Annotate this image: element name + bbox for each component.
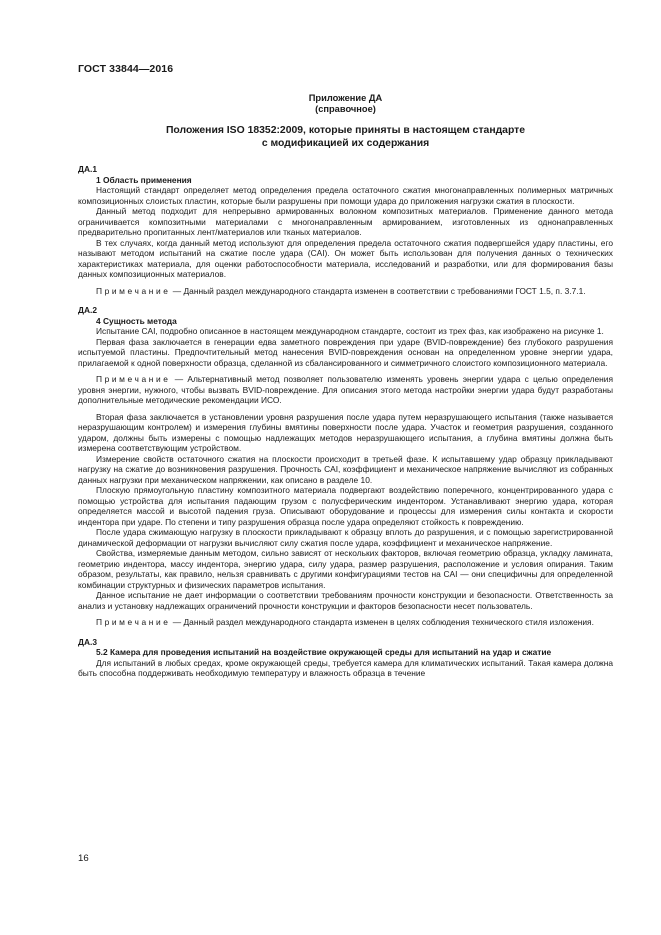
appendix-title: Приложение ДА bbox=[308, 93, 383, 103]
paragraph: Данный метод подходит для непрерывно армированных волокном композитных материалов. Применение данного метода ограничивается композитными материалами с многонаправленным армированием, изготовленных из однонаправленных предварительно пропитанных лент/материалов или тканых материалов. bbox=[78, 206, 613, 237]
section-id-da2: ДА.2 bbox=[78, 305, 97, 315]
paragraph: Для испытаний в любых средах, кроме окружающей среды, требуется камера для климатических испытаний. Такая камера должна быть способна поддерживать необходимую температуру и влажность образца в течение bbox=[78, 657, 613, 678]
note-text: — Данный раздел международного стандарта изменен в соответствии с требованиями ГОСТ 1.5, п. 3.7.1. bbox=[170, 285, 586, 296]
standard-code: ГОСТ 33844—2016 bbox=[78, 63, 174, 75]
note bbox=[78, 617, 613, 628]
note bbox=[78, 286, 613, 297]
section-heading-da1: 1 Область применения bbox=[96, 174, 192, 185]
paragraph: После удара сжимающую нагрузку в плоскости прикладывают к образцу вплоть до разрушения, и с помощью зарегистрированной динамической деформации от нагрузки вычисляют силу сжатия после удара, коэффициент и механическое напряжение. bbox=[78, 527, 613, 548]
note-text: — Данный раздел международного стандарта изменен в целях соблюдения технического стиля изложения. bbox=[170, 617, 594, 627]
section-heading-da3: 5.2 Камера для проведения испытаний на воздействие окружающей среды для испытаний на удар и сжатие bbox=[96, 647, 552, 657]
paragraph: В тех случаях, когда данный метод используют для определения предела остаточного сжатия подвергшейся удару пластины, его называют методом испытаний на сжатие после удара (CAI). Он может быть использован для получения данных о технических характеристиках материала, для оценки работоспособности материала, исследований и разработки, или для формирования базы данных композиционных материалов. bbox=[78, 237, 613, 279]
section-id-da3: ДА.3 bbox=[78, 636, 97, 647]
note bbox=[78, 374, 613, 406]
section-heading-da2: 4 Сущность метода bbox=[96, 315, 177, 326]
note-label: Примечание bbox=[96, 617, 171, 627]
document-title-line-1: Положения ISO 18352:2009, которые приняты в настоящем стандарте bbox=[165, 125, 526, 136]
paragraph: Испытание CAI, подробно описанное в настоящем международном стандарте, состоит из трех фаз, как изображено на рисунке 1. bbox=[96, 326, 604, 336]
paragraph: Вторая фаза заключается в установлении уровня разрушения после удара путем неразрушающего испытания (также называется неразрушающим контролем) и измерения глубины вмятины поверхности после удара. Участок и геометрия разрушения, созданного ударом, должны быть измерены с помощью надлежащих методов неразрушающего испытания, а глубина вмятины должна быть измерена соответствующим устройством. bbox=[78, 411, 613, 453]
page-number: 16 bbox=[78, 853, 89, 864]
document-title-line-2: с модификацией их содержания bbox=[261, 138, 430, 149]
note-text: — Альтернативный метод позволяет пользователю изменять уровень энергии удара с целью определения уровня энергии, нужного, чтобы вызвать BVID-повреждение. Для описания этого метода настройки энергии удара будут разработаны дополнительные методические рекомендации ИСО. bbox=[78, 374, 613, 405]
section-id-da1: ДА.1 bbox=[78, 164, 97, 174]
paragraph: Измерение свойств остаточного сжатия на плоскости происходит в третьей фазе. К испытавшему удар образцу прикладывают нагрузку на сжатие до возникновения разрушения. Прочность CAI, коэффициент и механическое напряжение вычисляют из собранных данных нагрузки при механическом напряжении, как описано в разделе 10. bbox=[78, 453, 613, 485]
paragraph: Свойства, измеряемые данным методом, сильно зависят от нескольких факторов, включая геометрию образца, укладку ламината, геометрию индентора, массу индентора, энергию удара, силу удара, размер разрушения, расположение и условия опирания. Таким образом, результаты, как правило, нельзя сравнивать с другими конфигурациями тестов на CAI — они специфичны для определенной комбинации структурных и физических параметров испытания. bbox=[78, 548, 613, 590]
paragraph: Данное испытание не дает информации о соответствии требованиям прочности конструкции и безопасности. Ответственность за анализ и установку надлежащих ограничений прочности конструкции и факторов безопасности несет пользователь. bbox=[78, 590, 613, 611]
note-label: Примечание bbox=[96, 374, 171, 384]
paragraph: Настоящий стандарт определяет метод определения предела остаточного сжатия многонаправленных полимерных матричных композиционных слоистых пластин, которые были разрушены при помощи удара до приложения нагрузки сжатия в плоскости. bbox=[78, 185, 613, 206]
note-label: Примечание bbox=[96, 285, 171, 296]
document-body bbox=[78, 164, 613, 679]
appendix-type: (справочное) bbox=[315, 104, 376, 114]
appendix-heading bbox=[78, 93, 613, 115]
paragraph: Плоскую прямоугольную пластину композитного материала подвергают воздействию поперечного, концентрированного удара с помощью устройства для испытания падающим грузом с полусферическим индентором. Устанавливают энергию удара, которая определяется массой и высотой падения груза. Описывают оборудование и процессы для измерения силы контакта и скорости индентора при ударе. По степени и типу разрушения образца после удара определяют стойкость к повреждению. bbox=[78, 485, 613, 527]
paragraph: Первая фаза заключается в генерации едва заметного повреждения при ударе (BVID-повреждение) без глубокого разрушения испытуемой пластины. Предпочтительный метод нанесения BVID-повреждения основан на определенном уровне энергии удара, прилагаемой к одной поверхности образца, сделанной из сбалансированного и симметричного слоистого композиционного материала. bbox=[78, 336, 613, 368]
document-title bbox=[78, 124, 613, 150]
